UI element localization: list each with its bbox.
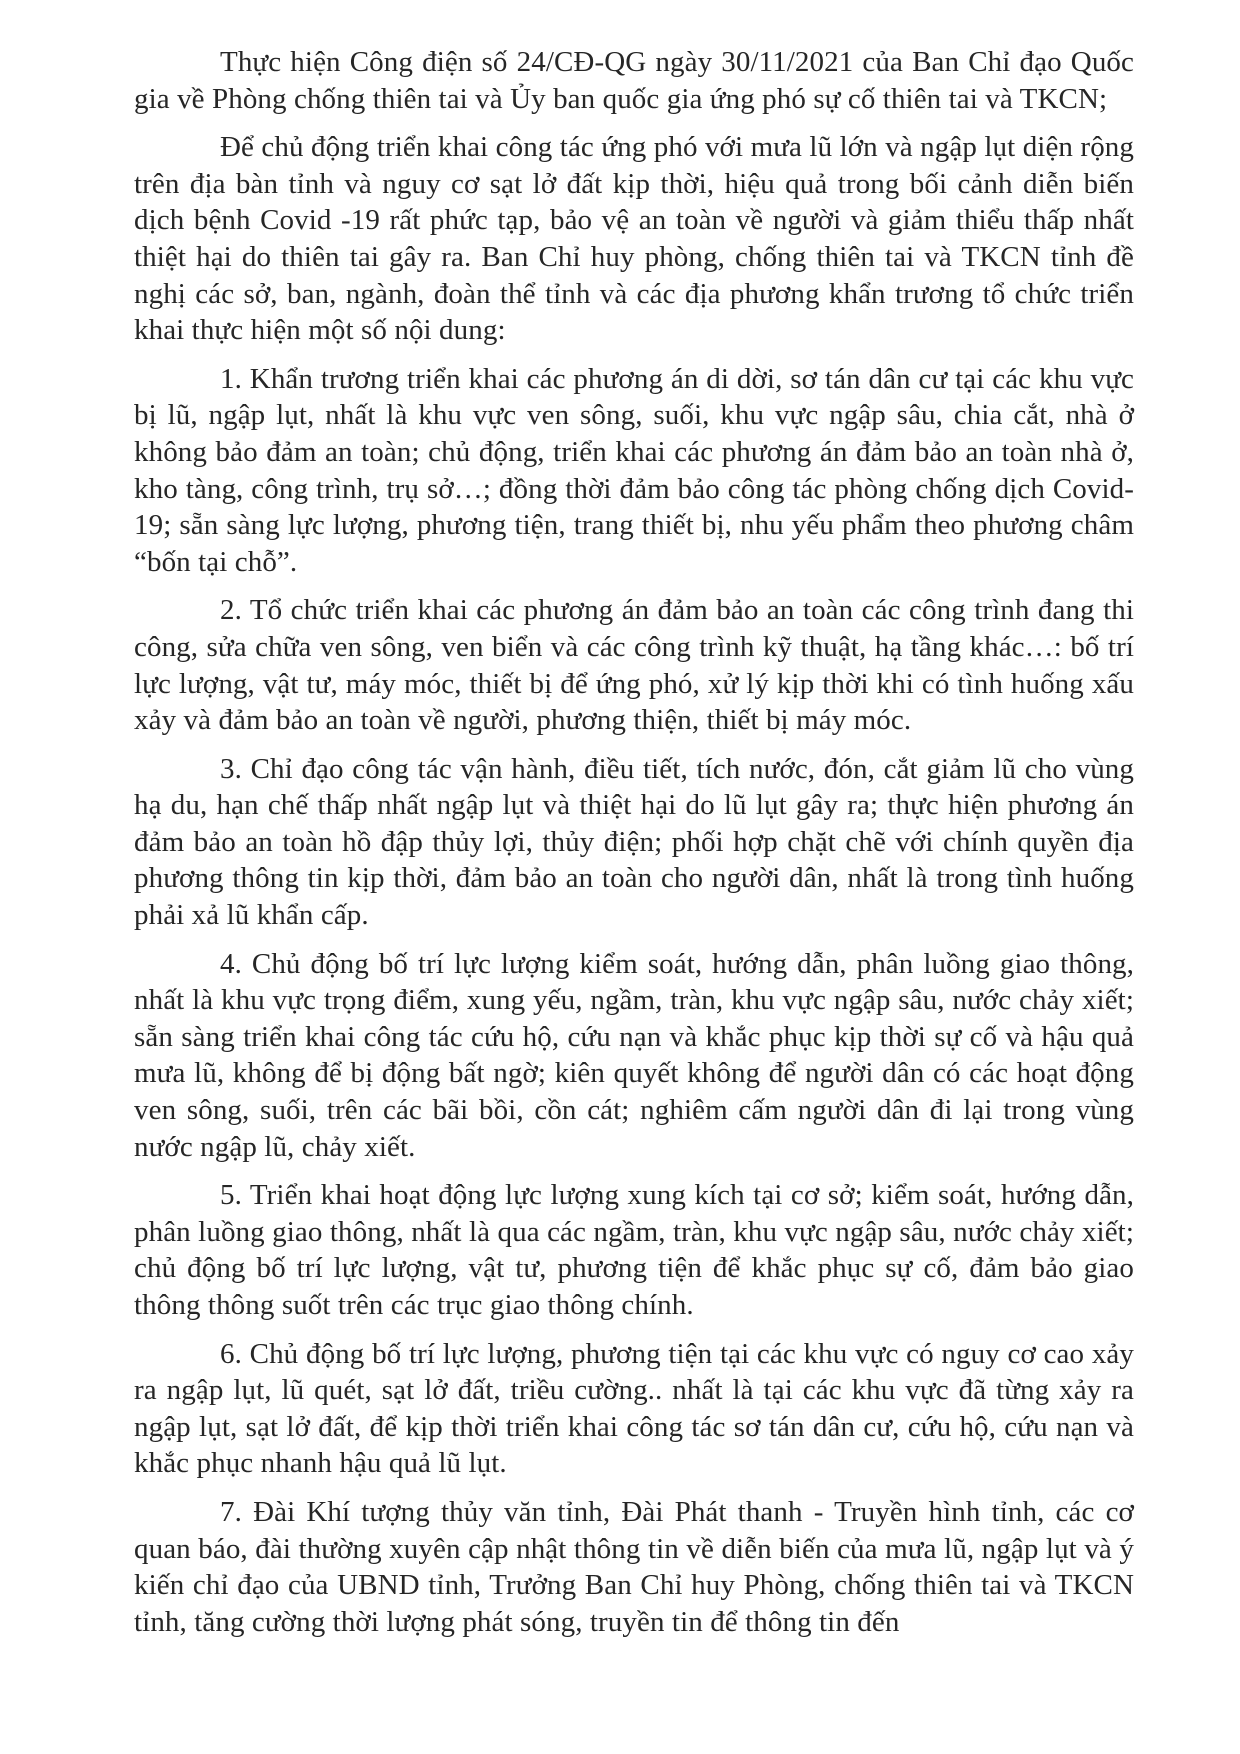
paragraph-item-6: 6. Chủ động bố trí lực lượng, phương tiện tại các khu vực có nguy cơ cao xảy ra ngập lụt, lũ quét, sạt lở đất, triều cường.. nhất là tại các khu vực đã từng xảy ra ngập lụt, sạt lở đất, để kịp thời triển khai công tác sơ tán dân cư, cứu hộ, cứu nạn và khắc phục nhanh hậu quả lũ lụt. — [134, 1337, 1134, 1480]
paragraph-preamble: Thực hiện Công điện số 24/CĐ-QG ngày 30/11/2021 của Ban Chỉ đạo Quốc gia về Phòng chống thiên tai và Ủy ban quốc gia ứng phó sự cố thiên tai và TKCN; — [134, 46, 1134, 115]
paragraph-item-1: 1. Khẩn trương triển khai các phương án di dời, sơ tán dân cư tại các khu vực bị lũ, ngập lụt, nhất là khu vực ven sông, suối, khu vực ngập sâu, chia cắt, nhà ở không bảo đảm an toàn; chủ động, triển khai các phương án đảm bảo an toàn nhà ở, kho tàng, công trình, trụ sở…; đồng thời đảm bảo công tác phòng chống dịch Covid-19; sẵn sàng lực lượng, phương tiện, trang thiết bị, nhu yếu phẩm theo phương châm “bốn tại chỗ”. — [134, 362, 1134, 578]
document-page — [134, 44, 1134, 1652]
paragraph-item-4: 4. Chủ động bố trí lực lượng kiểm soát, hướng dẫn, phân luồng giao thông, nhất là khu vực trọng điểm, xung yếu, ngầm, tràn, khu vực ngập sâu, nước chảy xiết; sẵn sàng triển khai công tác cứu hộ, cứu nạn và khắc phục kịp thời sự cố và hậu quả mưa lũ, không để bị động bất ngờ; kiên quyết không để người dân có các hoạt động ven sông, suối, trên các bãi bồi, cồn cát; nghiêm cấm người dân đi lại trong vùng nước ngập lũ, chảy xiết. — [134, 947, 1134, 1163]
paragraph-item-2: 2. Tổ chức triển khai các phương án đảm bảo an toàn các công trình đang thi công, sửa chữa ven sông, ven biển và các công trình kỹ thuật, hạ tầng khác…: bố trí lực lượng, vật tư, máy móc, thiết bị để ứng phó, xử lý kịp thời khi có tình huống xấu xảy và đảm bảo an toàn về người, phương thiện, thiết bị máy móc. — [134, 594, 1134, 737]
paragraph-item-3: 3. Chỉ đạo công tác vận hành, điều tiết, tích nước, đón, cắt giảm lũ cho vùng hạ du, hạn chế thấp nhất ngập lụt và thiệt hại do lũ lụt gây ra; thực hiện phương án đảm bảo an toàn hồ đập thủy lợi, thủy điện; phối hợp chặt chẽ với chính quyền địa phương thông tin kịp thời, đảm bảo an toàn cho người dân, nhất là trong tình huống phải xả lũ khẩn cấp. — [134, 752, 1134, 932]
paragraph-intro: Để chủ động triển khai công tác ứng phó với mưa lũ lớn và ngập lụt diện rộng trên địa bàn tỉnh và nguy cơ sạt lở đất kịp thời, hiệu quả trong bối cảnh diễn biến dịch bệnh Covid -19 rất phức tạp, bảo vệ an toàn về người và giảm thiểu thấp nhất thiệt hại do thiên tai gây ra. Ban Chỉ huy phòng, chống thiên tai và TKCN tỉnh đề nghị các sở, ban, ngành, đoàn thể tỉnh và các địa phương khẩn trương tổ chức triển khai thực hiện một số nội dung: — [134, 131, 1134, 347]
paragraph-item-5: 5. Triển khai hoạt động lực lượng xung kích tại cơ sở; kiểm soát, hướng dẫn, phân luồng giao thông, nhất là qua các ngầm, tràn, khu vực ngập sâu, nước chảy xiết; chủ động bố trí lực lượng, vật tư, phương tiện để khắc phục sự cố, đảm bảo giao thông thông suốt trên các trục giao thông chính. — [134, 1179, 1134, 1321]
paragraph-item-7: 7. Đài Khí tượng thủy văn tỉnh, Đài Phát thanh - Truyền hình tỉnh, các cơ quan báo, đài thường xuyên cập nhật thông tin về diễn biến của mưa lũ, ngập lụt và ý kiến chỉ đạo của UBND tỉnh, Trưởng Ban Chỉ huy Phòng, chống thiên tai và TKCN tỉnh, tăng cường thời lượng phát sóng, truyền tin để thông tin đến — [134, 1495, 1134, 1638]
